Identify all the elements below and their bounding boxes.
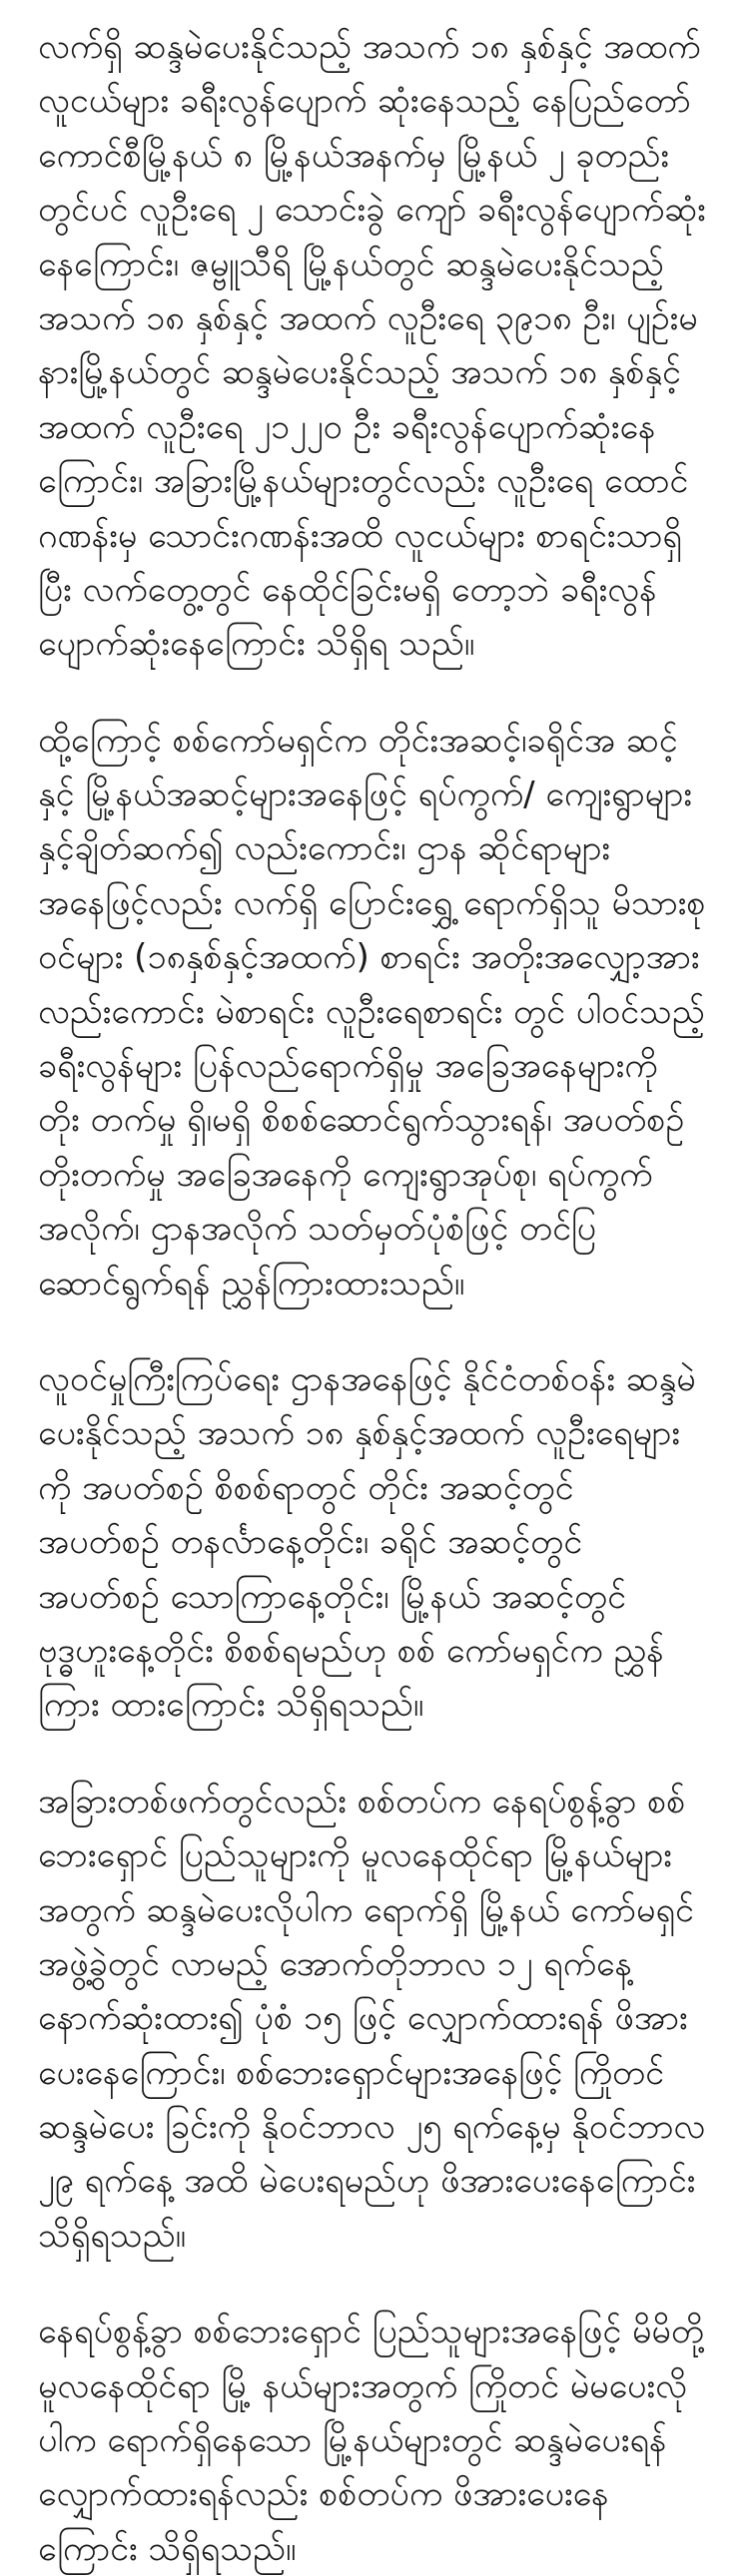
- paragraph-2: ထို့ကြောင့် စစ်ကော်မရှင်က တိုင်းအဆင့်၊ခရိုင်အ ဆင့်နှင့် မြို့နယ်အဆင့်များအနေဖြင့် ရပ်ကွက်/ ကျေးရွာများနှင့်ချိတ်ဆက်၍ လည်းကောင်း၊ ဌာန ဆိုင်ရာများအနေဖြင့်လည်း လက်ရှိ ပြောင်းရွှေ့ ရောက်ရှိသူ မိသားစုဝင်များ (၁၈နှစ်နှင့်အထက်) စာရင်း အတိုးအလျှော့အားလည်းကောင်း မဲစာရင်း လူဦးရေစာရင်း တွင် ပါဝင်သည့် ခရီးလွန်များ ပြန်လည်ရောက်ရှိမှု အခြေအနေများကို တိုး တက်မှု ရှိ၊မရှိ စိစစ်ဆောင်ရွက်သွားရန်၊ အပတ်စဉ် တိုးတက်မှု အခြေအနေကို ကျေးရွာအုပ်စု၊ ရပ်ကွက်အလိုက်၊ ဌာနအလိုက် သတ်မှတ်ပုံစံဖြင့် တင်ပြဆောင်ရွက်ရန် ညွှန်ကြားထားသည်။: [38, 720, 706, 1303]
- paragraph-5: နေရပ်စွန့်ခွာ စစ်ဘေးရှောင် ပြည်သူများအနေဖြင့် မိမိတို့ မူလနေထိုင်ရာ မြို့ နယ်များအတွက် ကြိုတင် မဲမပေးလိုပါက ရောက်ရှိနေသော မြို့နယ်များတွင် ဆန္ဒမဲပေးရန် လျှောက်ထားရန်လည်း စစ်တပ်က ဖိအားပေးနေကြောင်း သိရှိရသည်။: [38, 2312, 704, 2569]
- paragraph-3: လူဝင်မှုကြီးကြပ်ရေး ဌာနအနေဖြင့် နိုင်ငံတစ်ဝန်း ဆန္ဒမဲပေးနိုင်သည့် အသက် ၁၈ နှစ်နှင့်အထက် လူဦးရေများကို အပတ်စဉ် စိစစ်ရာတွင် တိုင်း အဆင့်တွင် အပတ်စဉ် တနင်္လာနေ့တိုင်း၊ ခရိုင် အဆင့်တွင် အပတ်စဉ် သောကြာနေ့တိုင်း၊ မြို့နယ် အဆင့်တွင် ဗုဒ္ဓဟူးနေ့တိုင်း စိစစ်ရမည်ဟု စစ် ကော်မရှင်က ညွှန်ကြား ထားကြောင်း သိရှိရသည်။: [38, 1358, 696, 1726]
- paragraph-4: အခြားတစ်ဖက်တွင်လည်း စစ်တပ်က နေရပ်စွန့်ခွာ စစ်ဘေးရှောင် ပြည်သူများကို မူလနေထိုင်ရာ မြို့နယ်များအတွက် ဆန္ဒမဲပေးလိုပါက ရောက်ရှိ မြို့နယ် ကော်မရှင်အဖွဲ့ခွဲတွင် လာမည့် အောက်တိုဘာလ ၁၂ ရက်နေ့ နောက်ဆုံးထား၍ ပုံစံ ၁၅ ဖြင့် လျှောက်ထားရန် ဖိအားပေးနေကြောင်း၊ စစ်ဘေးရှောင်များအနေဖြင့် ကြိုတင်ဆန္ဒမဲပေး ခြင်းကို နိုဝင်ဘာလ ၂၅ ရက်နေ့မှ နိုဝင်ဘာလ ၂၉ ရက်နေ့ အထိ မဲပေးရမည်ဟု ဖိအားပေးနေကြောင်း သိရှိရသည်။: [38, 1781, 706, 2256]
- paragraph-1: လက်ရှိ ဆန္ဒမဲပေးနိုင်သည့် အသက် ၁၈ နှစ်နှင့် အထက် လူငယ်များ ခရီးလွန်ပျောက် ဆုံးနေသည့် နေပြည်တော်ကောင်စီမြို့နယ် ၈ မြို့နယ်အနက်မှ မြို့နယ် ၂ ခုတည်းတွင်ပင် လူဦးရေ ၂ သောင်းခွဲ ကျော် ခရီးလွန်ပျောက်ဆုံးနေကြောင်း၊ ဇမ္ဗူသီရိ မြို့နယ်တွင် ဆန္ဒမဲပေးနိုင်သည့် အသက် ၁၈ နှစ်နှင့် အထက် လူဦးရေ ၃၉၁၈ ဦး၊ ပျဉ်းမနားမြို့နယ်တွင် ဆန္ဒမဲပေးနိုင်သည့် အသက် ၁၈ နှစ်နှင့်အထက် လူဦးရေ ၂၁၂၂၀ ဦး ခရီးလွန်ပျောက်ဆုံးနေ ကြောင်း၊ အခြားမြို့နယ်များတွင်လည်း လူဦးရေ ထောင်ဂဏန်းမှ သောင်းဂဏန်းအထိ လူငယ်များ စာရင်းသာရှိပြီး လက်တွေ့တွင် နေထိုင်ခြင်းမရှိ တော့ဘဲ ခရီးလွန်ပျောက်ဆုံးနေကြောင်း သိရှိရ သည်။: [38, 27, 706, 665]
